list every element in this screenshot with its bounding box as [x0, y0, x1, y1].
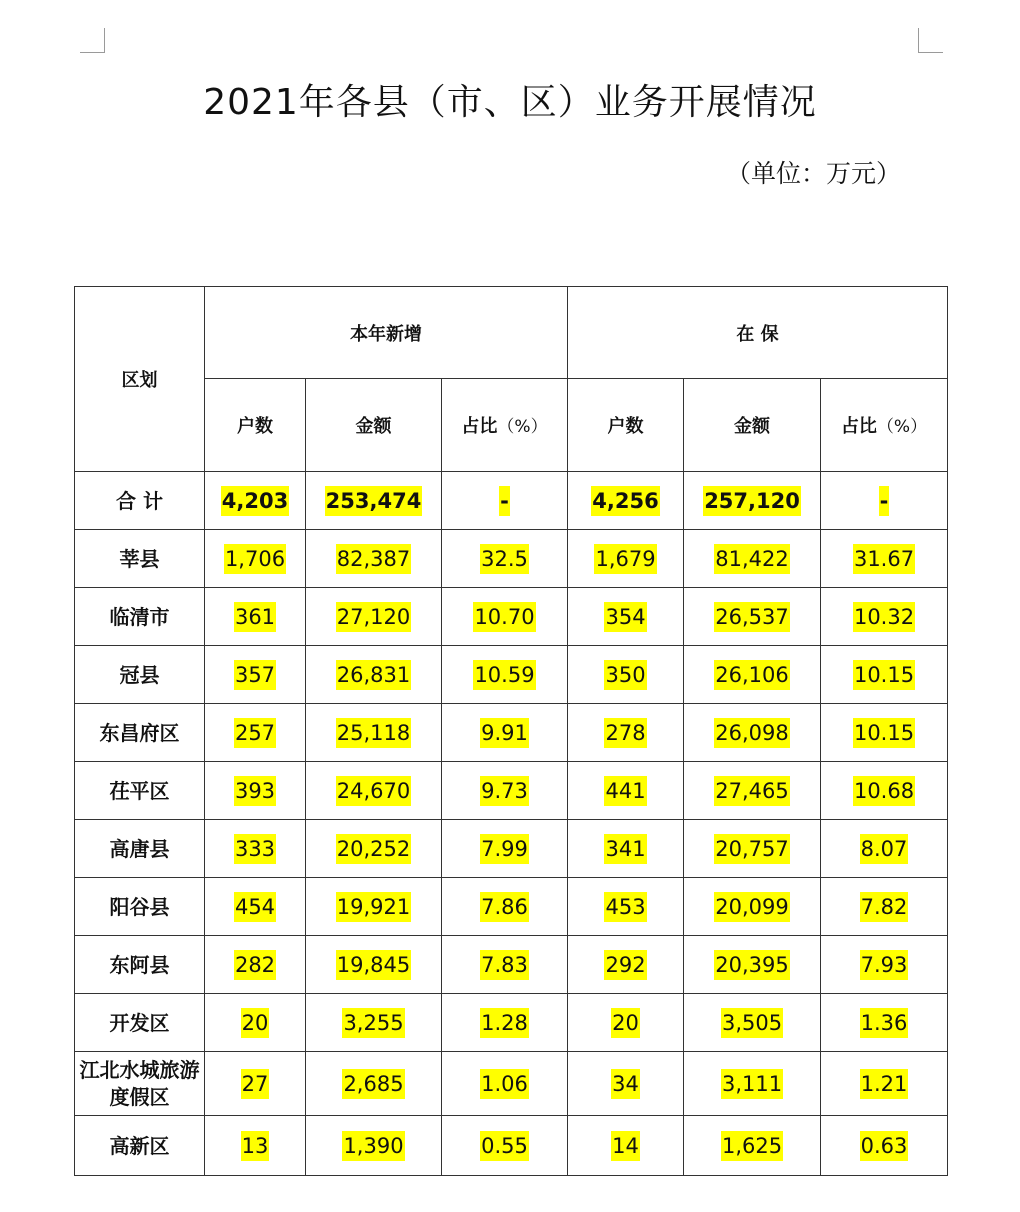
new-households-cell — [205, 704, 306, 762]
active-households-value: 292 — [604, 950, 646, 980]
table-row — [75, 878, 948, 936]
new-amount-value: 253,474 — [325, 486, 423, 516]
active-households-value: 441 — [604, 776, 646, 806]
new-households-value: 4,203 — [221, 486, 289, 516]
new-amount-value: 2,685 — [342, 1069, 404, 1099]
new-households-value: 27 — [241, 1069, 270, 1099]
active-amount-value: 81,422 — [714, 544, 789, 574]
active-households-cell — [568, 472, 684, 530]
new-ratio-value: 10.59 — [473, 660, 535, 690]
active-ratio-cell — [821, 588, 948, 646]
new-amount-cell — [306, 994, 442, 1052]
active-ratio-cell — [821, 762, 948, 820]
active-ratio-cell — [821, 878, 948, 936]
header-new-ratio — [442, 379, 568, 472]
new-households-value: 13 — [241, 1131, 270, 1161]
new-ratio-value: 9.91 — [480, 718, 529, 748]
active-amount-cell — [684, 820, 821, 878]
table-row — [75, 530, 948, 588]
active-ratio-value: 1.36 — [860, 1008, 909, 1038]
active-households-value: 34 — [611, 1069, 640, 1099]
table-row — [75, 936, 948, 994]
new-amount-cell — [306, 1052, 442, 1116]
active-ratio-value: 31.67 — [853, 544, 915, 574]
new-households-value: 20 — [241, 1008, 270, 1038]
new-ratio-cell — [442, 762, 568, 820]
active-households-cell — [568, 762, 684, 820]
table-row — [75, 994, 948, 1052]
new-amount-value: 27,120 — [336, 602, 411, 632]
table-row — [75, 820, 948, 878]
header-new-amount: 金额 — [306, 379, 442, 472]
active-households-cell — [568, 646, 684, 704]
active-ratio-value: 1.21 — [860, 1069, 909, 1099]
active-ratio-cell — [821, 936, 948, 994]
page-corner-mark-top-right — [918, 28, 943, 53]
header-district: 区划 — [75, 287, 205, 472]
new-households-value: 257 — [234, 718, 276, 748]
active-amount-value: 1,625 — [721, 1131, 783, 1161]
active-amount-cell — [684, 1052, 821, 1116]
new-amount-value: 25,118 — [336, 718, 411, 748]
unit-note: （单位：万元） — [726, 159, 902, 188]
active-households-value: 4,256 — [591, 486, 659, 516]
active-households-cell — [568, 530, 684, 588]
new-ratio-value: 9.73 — [480, 776, 529, 806]
active-households-cell — [568, 936, 684, 994]
active-amount-value: 3,111 — [721, 1069, 783, 1099]
district-cell: 开发区 — [75, 994, 205, 1052]
active-amount-cell — [684, 588, 821, 646]
district-cell: 阳谷县 — [75, 878, 205, 936]
active-ratio-value: 10.32 — [853, 602, 915, 632]
new-households-cell — [205, 472, 306, 530]
table-row — [75, 646, 948, 704]
active-ratio-cell — [821, 472, 948, 530]
district-cell: 东昌府区 — [75, 704, 205, 762]
new-households-value: 333 — [234, 834, 276, 864]
new-ratio-cell — [442, 472, 568, 530]
ratio-label: 占比 — [461, 416, 498, 437]
active-ratio-value: 7.93 — [860, 950, 909, 980]
new-amount-cell — [306, 472, 442, 530]
active-households-value: 354 — [604, 602, 646, 632]
district-cell: 临清市 — [75, 588, 205, 646]
active-households-value: 453 — [604, 892, 646, 922]
active-amount-cell — [684, 994, 821, 1052]
new-households-cell — [205, 588, 306, 646]
new-ratio-cell — [442, 936, 568, 994]
active-amount-value: 27,465 — [714, 776, 789, 806]
active-amount-cell — [684, 530, 821, 588]
active-ratio-cell — [821, 820, 948, 878]
header-group-new: 本年新增 — [205, 287, 568, 379]
active-households-cell — [568, 1116, 684, 1176]
table-row — [75, 1052, 948, 1116]
district-cell: 高新区 — [75, 1116, 205, 1176]
active-amount-cell — [684, 472, 821, 530]
active-households-value: 350 — [604, 660, 646, 690]
district-cell: 合 计 — [75, 472, 205, 530]
active-ratio-value: 0.63 — [860, 1131, 909, 1161]
active-ratio-cell — [821, 530, 948, 588]
active-amount-cell — [684, 762, 821, 820]
active-ratio-value: 7.82 — [860, 892, 909, 922]
new-households-cell — [205, 1052, 306, 1116]
active-ratio-cell — [821, 704, 948, 762]
new-ratio-cell — [442, 588, 568, 646]
active-ratio-value: 10.15 — [853, 660, 915, 690]
new-households-value: 357 — [234, 660, 276, 690]
active-amount-value: 20,757 — [714, 834, 789, 864]
ratio-unit: （%） — [497, 417, 548, 437]
new-ratio-cell — [442, 820, 568, 878]
active-households-cell — [568, 1052, 684, 1116]
table-row-total — [75, 472, 948, 530]
header-active-households: 户数 — [568, 379, 684, 472]
new-households-cell — [205, 1116, 306, 1176]
page-title: 2021年各县（市、区）业务开展情况 — [203, 82, 817, 123]
new-amount-cell — [306, 878, 442, 936]
new-households-cell — [205, 762, 306, 820]
new-amount-cell — [306, 588, 442, 646]
new-ratio-cell — [442, 530, 568, 588]
new-ratio-value: 1.06 — [480, 1069, 529, 1099]
new-ratio-cell — [442, 878, 568, 936]
new-ratio-value: 0.55 — [480, 1131, 529, 1161]
new-households-value: 282 — [234, 950, 276, 980]
active-amount-cell — [684, 646, 821, 704]
active-amount-value: 257,120 — [703, 486, 801, 516]
active-households-value: 14 — [611, 1131, 640, 1161]
header-group-active: 在 保 — [568, 287, 948, 379]
active-amount-value: 20,099 — [714, 892, 789, 922]
active-households-value: 20 — [611, 1008, 640, 1038]
district-cell: 东阿县 — [75, 936, 205, 994]
active-amount-cell — [684, 878, 821, 936]
active-amount-value: 3,505 — [721, 1008, 783, 1038]
ratio-label: 占比 — [840, 416, 877, 437]
active-households-value: 278 — [604, 718, 646, 748]
new-households-cell — [205, 530, 306, 588]
new-households-cell — [205, 646, 306, 704]
new-households-cell — [205, 820, 306, 878]
new-households-cell — [205, 878, 306, 936]
table-row — [75, 704, 948, 762]
active-households-value: 341 — [604, 834, 646, 864]
new-ratio-value: - — [499, 486, 510, 516]
new-ratio-value: 10.70 — [473, 602, 535, 632]
active-households-cell — [568, 878, 684, 936]
new-households-cell — [205, 994, 306, 1052]
active-ratio-value: 10.15 — [853, 718, 915, 748]
active-ratio-cell — [821, 994, 948, 1052]
active-ratio-value: - — [879, 486, 890, 516]
new-ratio-cell — [442, 1052, 568, 1116]
header-new-households: 户数 — [205, 379, 306, 472]
new-amount-value: 19,845 — [336, 950, 411, 980]
new-amount-value: 1,390 — [342, 1131, 404, 1161]
new-households-cell — [205, 936, 306, 994]
table-row — [75, 762, 948, 820]
new-ratio-cell — [442, 994, 568, 1052]
new-amount-cell — [306, 936, 442, 994]
business-table — [74, 286, 948, 1176]
new-amount-value: 3,255 — [342, 1008, 404, 1038]
active-households-cell — [568, 588, 684, 646]
district-cell: 莘县 — [75, 530, 205, 588]
new-amount-value: 20,252 — [336, 834, 411, 864]
new-amount-value: 26,831 — [336, 660, 411, 690]
table-row — [75, 1116, 948, 1176]
new-households-value: 361 — [234, 602, 276, 632]
active-amount-value: 20,395 — [714, 950, 789, 980]
new-amount-value: 19,921 — [336, 892, 411, 922]
new-ratio-cell — [442, 704, 568, 762]
active-ratio-cell — [821, 1052, 948, 1116]
district-cell: 冠县 — [75, 646, 205, 704]
new-amount-cell — [306, 1116, 442, 1176]
new-households-value: 1,706 — [224, 544, 286, 574]
table-row — [75, 588, 948, 646]
ratio-unit: （%） — [876, 417, 928, 437]
page-corner-mark-top-left — [80, 28, 105, 53]
new-amount-value: 82,387 — [336, 544, 411, 574]
active-households-cell — [568, 704, 684, 762]
new-amount-cell — [306, 762, 442, 820]
active-households-cell — [568, 994, 684, 1052]
active-amount-cell — [684, 936, 821, 994]
new-amount-cell — [306, 820, 442, 878]
active-households-value: 1,679 — [594, 544, 656, 574]
active-amount-value: 26,537 — [714, 602, 789, 632]
active-amount-value: 26,106 — [714, 660, 789, 690]
active-ratio-cell — [821, 1116, 948, 1176]
new-ratio-value: 32.5 — [480, 544, 529, 574]
active-amount-cell — [684, 704, 821, 762]
new-ratio-value: 7.99 — [480, 834, 529, 864]
new-households-value: 393 — [234, 776, 276, 806]
new-ratio-cell — [442, 646, 568, 704]
header-active-ratio — [821, 379, 948, 472]
active-ratio-value: 10.68 — [853, 776, 915, 806]
district-cell: 高唐县 — [75, 820, 205, 878]
new-ratio-value: 7.83 — [480, 950, 529, 980]
new-amount-cell — [306, 704, 442, 762]
new-amount-cell — [306, 530, 442, 588]
header-active-amount: 金额 — [684, 379, 821, 472]
active-ratio-value: 8.07 — [860, 834, 909, 864]
district-cell: 江北水城旅游度假区 — [75, 1052, 205, 1116]
new-amount-value: 24,670 — [336, 776, 411, 806]
new-ratio-value: 7.86 — [480, 892, 529, 922]
new-households-value: 454 — [234, 892, 276, 922]
active-amount-cell — [684, 1116, 821, 1176]
active-households-cell — [568, 820, 684, 878]
new-amount-cell — [306, 646, 442, 704]
active-amount-value: 26,098 — [714, 718, 789, 748]
new-ratio-value: 1.28 — [480, 1008, 529, 1038]
district-cell: 茌平区 — [75, 762, 205, 820]
new-ratio-cell — [442, 1116, 568, 1176]
active-ratio-cell — [821, 646, 948, 704]
